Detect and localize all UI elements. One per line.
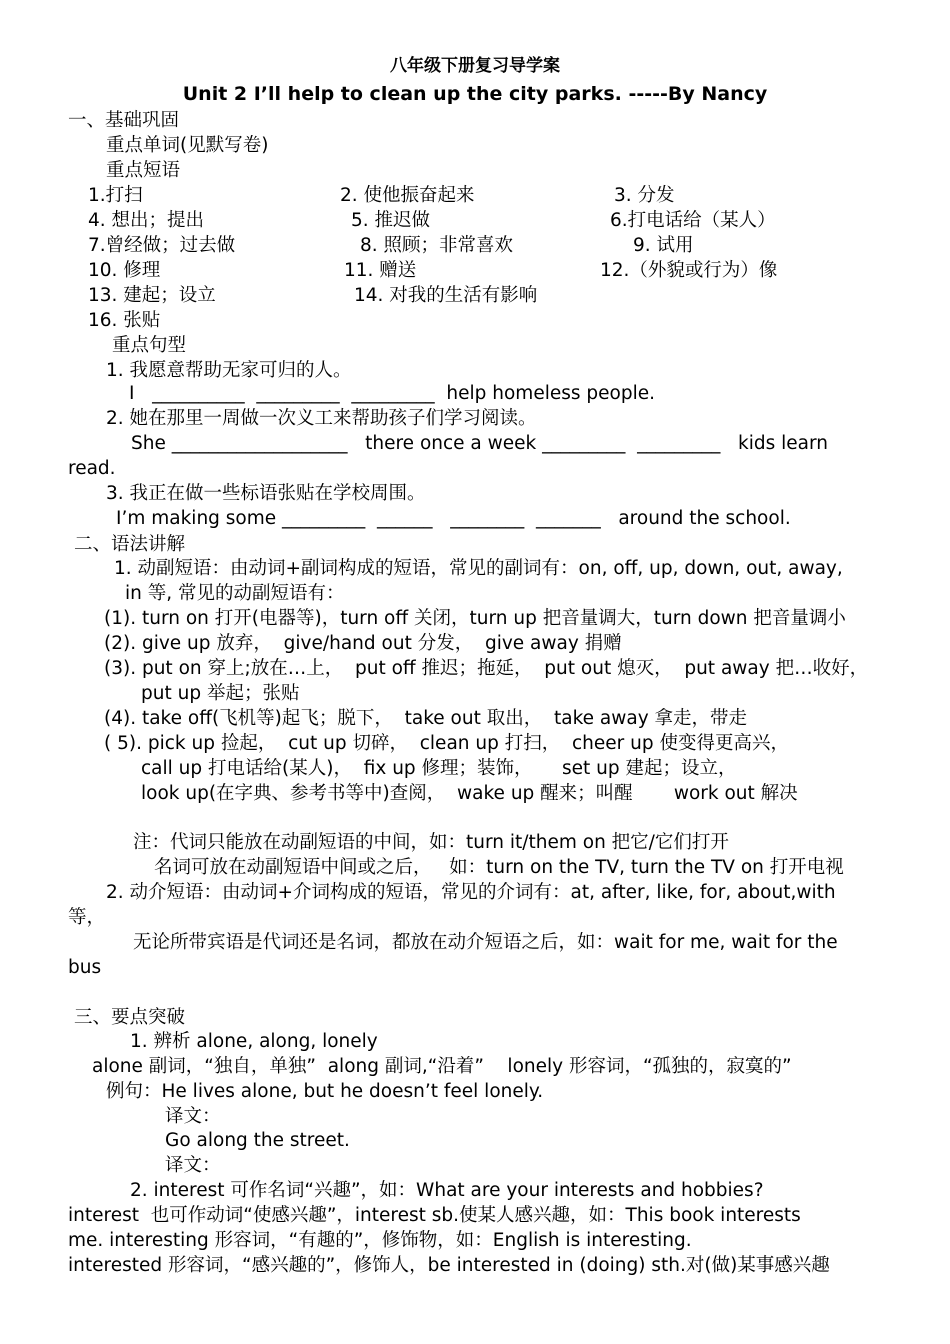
phrase-item: 12.（外貌或行为）像 <box>600 260 778 281</box>
phrase-item: 3. 分发 <box>614 185 675 206</box>
phrase-item: 1.打扫 <box>88 185 143 206</box>
translation-label: 译文： <box>165 1106 221 1127</box>
key-point-text: Go along the street. <box>165 1130 350 1151</box>
phrase-item: 2. 使他振奋起来 <box>340 185 475 206</box>
section2-heading: 二、语法讲解 <box>74 534 186 555</box>
translation-label: 译文： <box>165 1155 221 1176</box>
grammar-text: 1. 动副短语：由动词+副词构成的短语，常见的副词有：on, off, up, down, out, away, <box>114 558 843 579</box>
sentence-en: I’m making some _________ ______ ________ _______ around the school. <box>116 508 791 529</box>
grammar-text: 无论所带宾语是代词还是名词，都放在动介短语之后，如：wait for me, wait for the <box>133 932 838 953</box>
grammar-text: look up(在字典、参考书等中)查阅， wake up 醒来；叫醒 work out 解决 <box>141 783 798 804</box>
grammar-text: 2. 动介短语：由动词+介词构成的短语，常见的介词有：at, after, like, for, about,with <box>106 882 836 903</box>
phrase-item: 14. 对我的生活有影响 <box>354 285 538 306</box>
grammar-text: (2). give up 放弃， give/hand out 分发， give away 捐赠 <box>104 633 622 654</box>
phrase-item: 10. 修理 <box>88 260 161 281</box>
phrase-item: 11. 赠送 <box>344 260 417 281</box>
key-point-text: 2. interest 可作名词“兴趣”，如：What are your interests and hobbies? <box>130 1180 764 1201</box>
key-point-text: interest 也可作动词“使感兴趣”，interest sb.使某人感兴趣，如：This book interests <box>68 1205 801 1226</box>
sentence-cn: 3. 我正在做一些标语张贴在学校周围。 <box>106 483 426 504</box>
phrase-item: 4. 想出；提出 <box>88 210 205 231</box>
key-point-text: 1. 辨析 alone, along, lonely <box>130 1031 378 1052</box>
sentence-cn: 2. 她在那里一周做一次义工来帮助孩子们学习阅读。 <box>106 408 537 429</box>
key-point-text: interested 形容词，“感兴趣的”，修饰人，be interested in (doing) sth.对(做)某事感兴趣 <box>68 1255 830 1276</box>
section1-heading: 一、基础巩固 <box>68 110 180 131</box>
grammar-text: put up 举起；张贴 <box>141 683 300 704</box>
phrases-heading: 重点短语 <box>106 160 181 181</box>
phrase-item: 5. 推迟做 <box>351 210 431 231</box>
doc-subtitle: Unit 2 I’ll help to clean up the city parks. -----By Nancy <box>182 83 768 105</box>
key-point-text: me. interesting 形容词，“有趣的”，修饰物，如：English is interesting. <box>68 1230 692 1251</box>
sentence-en: I __________ _________ _________ help homeless people. <box>129 383 655 404</box>
grammar-note: 注：代词只能放在动副短语的中间，如：turn it/them on 把它/它们打开 <box>133 832 729 853</box>
grammar-text: (1). turn on 打开(电器等)，turn off 关闭，turn up 把音量调大，turn down 把音量调小 <box>104 608 846 629</box>
doc-title: 八年级下册复习导学案 <box>390 56 560 76</box>
grammar-text: (3). put on 穿上;放在…上， put off 推迟；拖延， put out 熄灭， put away 把…收好， <box>104 658 869 679</box>
phrase-item: 7.曾经做；过去做 <box>88 235 236 256</box>
phrase-item: 8. 照顾；非常喜欢 <box>360 235 514 256</box>
sentences-heading: 重点句型 <box>112 335 187 356</box>
phrase-item: 13. 建起；设立 <box>88 285 216 306</box>
grammar-text: in 等, 常见的动副短语有： <box>125 583 345 604</box>
key-point-text: alone 副词，“独自，单独” along 副词,“沿着” lonely 形容词，“孤独的，寂寞的” <box>92 1056 792 1077</box>
phrase-item: 16. 张贴 <box>88 310 161 331</box>
sentence-cn: 1. 我愿意帮助无家可归的人。 <box>106 360 352 381</box>
grammar-text: (4). take off(飞机等)起飞；脱下， take out 取出， take away 拿走，带走 <box>104 708 748 729</box>
grammar-text: bus <box>68 957 102 978</box>
grammar-text: ( 5). pick up 捡起， cut up 切碎， clean up 打扫， cheer up 使变得更高兴， <box>104 733 789 754</box>
section3-heading: 三、要点突破 <box>74 1007 186 1028</box>
phrase-item: 9. 试用 <box>633 235 694 256</box>
sentence-en: She ___________________ there once a week _________ _________ kids learn <box>131 433 829 454</box>
grammar-text: call up 打电话给(某人)， fix up 修理；装饰， set up 建起；设立， <box>141 758 737 779</box>
key-words-note: 重点单词(见默写卷) <box>106 135 269 156</box>
phrase-item: 6.打电话给（某人） <box>610 210 776 231</box>
grammar-note: 名词可放在动副短语中间或之后， 如：turn on the TV, turn the TV on 打开电视 <box>154 857 844 878</box>
grammar-text: 等， <box>68 907 106 928</box>
sentence-en: read. <box>68 458 116 479</box>
key-point-text: 例句：He lives alone, but he doesn’t feel lonely. <box>106 1081 544 1102</box>
